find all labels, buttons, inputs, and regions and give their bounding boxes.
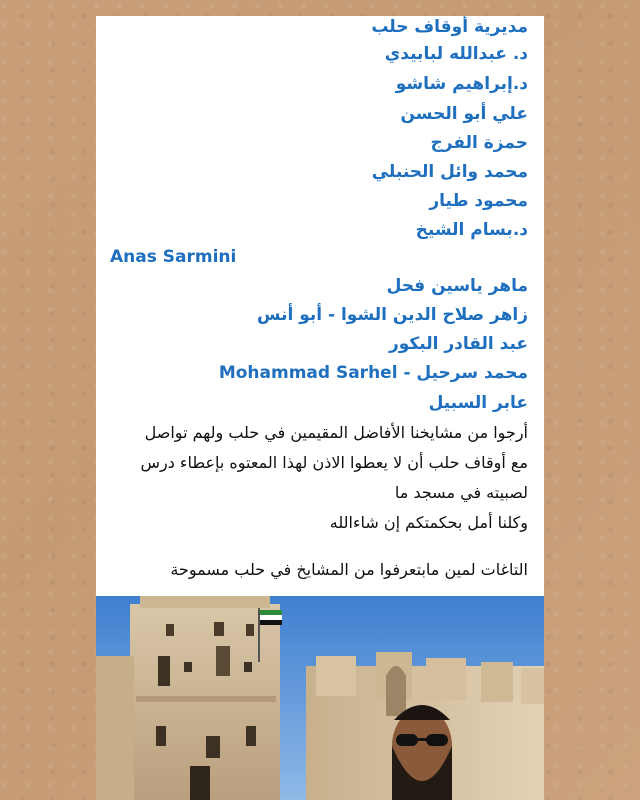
- mention-tag[interactable]: محمد سرحيل - Mohammad Sarhel: [218, 363, 528, 383]
- mention-tag[interactable]: زاهر صلاح الدين الشوا - أبو أنس: [257, 305, 528, 325]
- mention-tag[interactable]: د.إبراهيم شاشو: [395, 74, 528, 94]
- body-line: أرجوا من مشايخنا الأفاضل المقيمين في حلب ولهم تواصل: [144, 423, 528, 442]
- body-line: لصبيته في مسجد ما: [394, 483, 528, 502]
- mention-tag[interactable]: عبد القادر البكور: [388, 334, 528, 354]
- mention-tag[interactable]: حمزة الفرج: [430, 133, 528, 153]
- mention-tag[interactable]: د. عبدالله لبابيدي: [384, 44, 528, 64]
- post-body: [110, 418, 528, 538]
- body-line: وكلنا أمل بحكمتكم إن شاءالله: [329, 513, 528, 532]
- mention-tag[interactable]: محمود طيار: [429, 191, 528, 211]
- mention-tag[interactable]: مديرية أوقاف حلب: [371, 17, 528, 37]
- mention-tag[interactable]: د.بسام الشيخ: [415, 220, 528, 240]
- tags-note: التاغات لمين مابتعرفوا من المشايخ في حلب مسموحة: [170, 560, 528, 579]
- post-card: [96, 16, 544, 800]
- mention-tag[interactable]: علي أبو الحسن: [400, 104, 528, 124]
- mention-tag[interactable]: عابر السبيل: [428, 393, 528, 413]
- mention-tag[interactable]: محمد وائل الحنبلي: [371, 162, 528, 182]
- body-line: مع أوقاف حلب أن لا يعطوا الاذن لهذا المعتوه بإعطاء درس: [140, 453, 528, 472]
- post-photo[interactable]: [96, 596, 544, 800]
- mention-tag[interactable]: Anas Sarmini: [110, 247, 237, 267]
- mention-tag[interactable]: ماهر ياسين فحل: [386, 276, 528, 296]
- citadel-photo-illustration: [96, 596, 544, 800]
